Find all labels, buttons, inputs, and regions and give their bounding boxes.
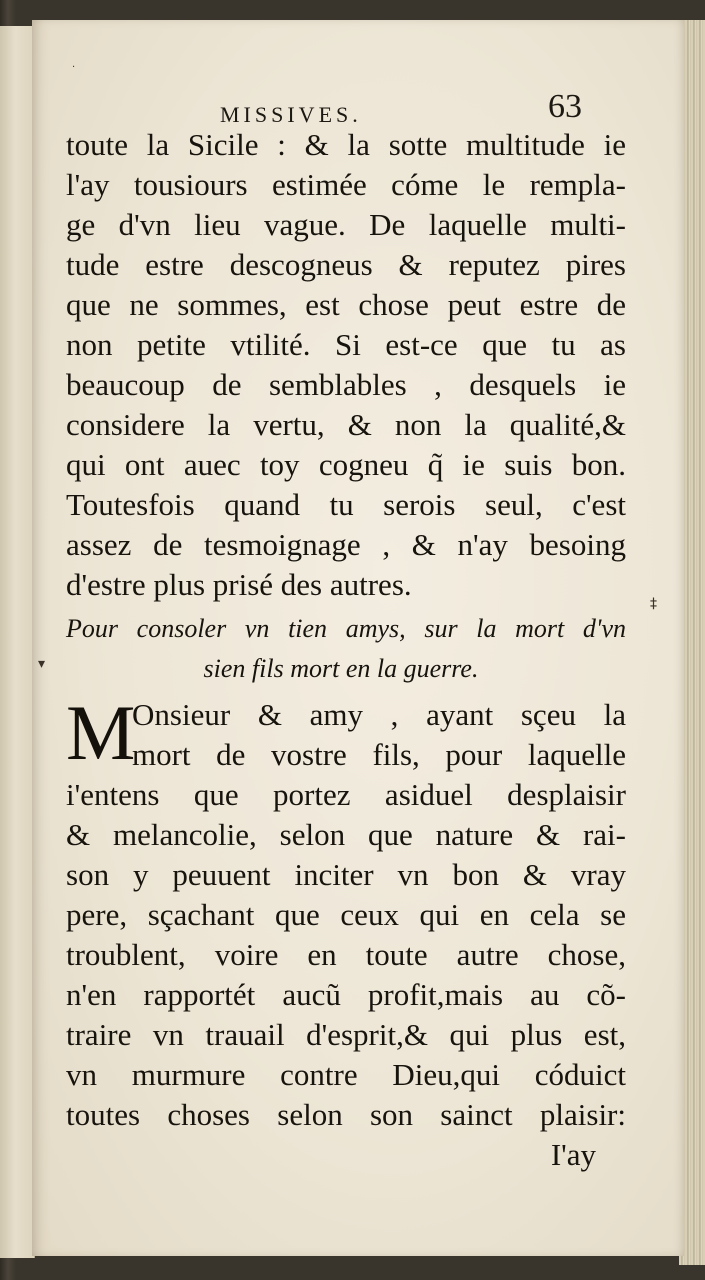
letter-heading [66,609,626,689]
body-line: ge d'vn lieu vague. De laquelle multi- [66,207,626,242]
ink-speck: ‡ [650,596,657,612]
body-line: toute la Sicile : & la sotte multitude ie [66,127,626,162]
letter-line: son y peuuent inciter vn bon & vray [66,857,626,892]
letter-line: n'en rapportét aucũ profit,mais au cõ- [66,977,626,1012]
heading-line-2: sien fils mort en la guerre. [203,654,479,683]
page-text [66,125,626,1175]
body-line: Toutesfois quand tu serois seul, c'est [66,487,626,522]
letter-line: traire vn trauail d'esprit,& qui plus est, [66,1017,626,1052]
ink-speck: ▾ [38,656,46,672]
body-line: l'ay tousiours estimée cóme le rempla- [66,167,626,202]
body-line: considere la vertu, & non la qualité,& [66,407,626,442]
book-page [32,20,684,1256]
body-line: non petite vtilité. Si est-ce que tu as [66,327,626,362]
body-line: tude estre descogneus & reputez pires [66,247,626,282]
letter-line: Onsieur & amy , ayant sçeu la [132,697,626,732]
ink-speck: · [72,62,76,73]
previous-page-edge [0,26,35,1258]
letter-line: i'entens que portez asiduel desplaisir [66,777,626,812]
body-line: qui ont auec toy cogneu q̃ ie suis bon. [66,447,626,482]
letter-line: toutes choses selon son sainct plaisir: [66,1097,626,1132]
drop-cap: M [66,689,136,776]
letter-line: pere, sçachant que ceux qui en cela se [66,897,626,932]
letter-body [66,689,626,1175]
letter-line: troublent, voire en toute autre chose, [66,937,626,972]
page-number: 63 [548,88,582,125]
running-head: MISSIVES. [220,102,362,127]
body-line: d'estre plus prisé des autres. [66,567,412,602]
catchword: I'ay [550,1137,596,1172]
body-line: assez de tesmoignage , & n'ay besoing [66,527,626,562]
letter-line: mort de vostre fils, pour laquelle [132,737,626,772]
heading-line-1: Pour consoler vn tien amys, sur la mort d'vn [66,614,626,643]
body-line: beaucoup de semblables , desquels ie [66,367,626,402]
letter-line: & melancolie, selon que nature & rai- [66,817,626,852]
body-line: que ne sommes, est chose peut estre de [66,287,626,322]
letter-line: vn murmure contre Dieu,qui códuict [66,1057,626,1092]
